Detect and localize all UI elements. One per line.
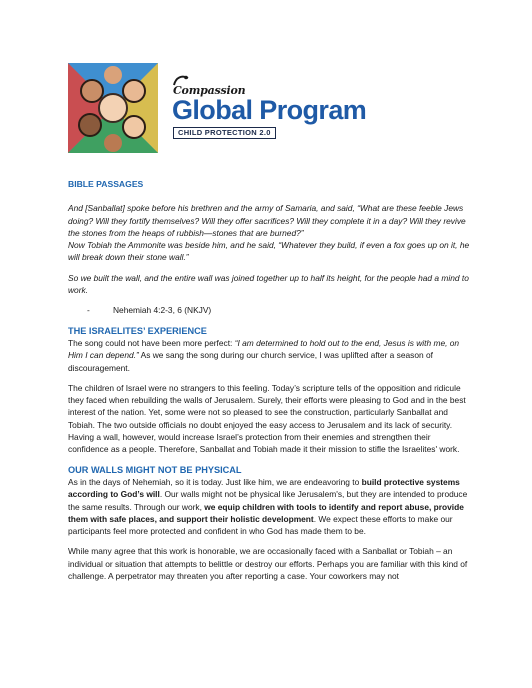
bold-emphasis: we equip children with tools to identify and report abuse, provide them with safe places, and support their holistic development	[68, 501, 464, 524]
text-run: As in the days of Nehemiah, so it is today. Just like him, we are endeavoring to	[68, 476, 362, 487]
reference-dash: -	[87, 305, 90, 316]
bible-passages-heading: BIBLE PASSAGES	[68, 179, 144, 189]
bible-verse-2: Now Tobiah the Ammonite was beside him, and he said, “Whatever they build, if even a fox goes up on it, he will break down their stone wall.”	[68, 240, 470, 263]
reference-text: Nehemiah 4:2-3, 6 (NKJV)	[113, 305, 212, 316]
program-title: Global Program	[172, 95, 367, 125]
children-group-photo	[68, 63, 158, 153]
document-body	[68, 178, 473, 582]
bible-reference	[68, 304, 473, 316]
text-run: As we sang the song during our church service, I was uplifted after a season of discouragement.	[68, 350, 433, 373]
text-run: The song could not have been more perfect:	[68, 337, 235, 348]
bible-verse-1: And [Sanballat] spoke before his brethren and the army of Samaria, and said, “What are these feeble Jews doing? Will they fortify themselves? Will they offer sacrifices? Will they complete it in a day? Will they revive the stones from the heaps of rubbish—stones that are burned?”	[68, 203, 466, 238]
israelites-heading: THE ISRAELITES’ EXPERIENCE	[68, 325, 207, 336]
children-photo-art	[68, 63, 158, 153]
program-badge: CHILD PROTECTION 2.0	[173, 127, 276, 139]
text-run: . Our walls might not be physical like Jerusalem's, but they are intended to produce the same results. Through our work,	[68, 489, 468, 512]
song-quote: “I am determined to hold out to the end, Jesus is with me, on Him I can depend.”	[68, 337, 460, 361]
bible-verse-3: So we built the wall, and the entire wall was joined together up to half its height, for the people had a mind to work.	[68, 272, 469, 296]
walls-paragraph-2: While many agree that this work is honorable, we are occasionally faced with a Sanballat or Tobiah – an individual or situation that attempts to belittle or destroy our efforts. Perhaps you are familiar with this kind of challenge. A perpetrator may threaten you after reporting a case. Your coworkers may not	[68, 546, 468, 582]
israelites-paragraph-2: The children of Israel were no strangers to this feeling. Today’s scripture tells of the opposition and ridicule they faced when rebuilding the walls of Jerusalem. Surely, their efforts were pleasing to God and in the best interest of the nation. Yet, some were not so pleased to see the construction, particularly Sanballat and Tobiah. The two outside officials no doubt enjoyed the easy access to Jerusalem and its lack of security. Having a wall, however, would increase Israel’s protection from their enemies and strengthen their confidence as a people. Therefore, Sanballat and Tobiah made it their mission to stifle the Israelites' work.	[68, 382, 466, 455]
text-run: . We expect these efforts to make our participants feel more protected and confident in who God has made them to be.	[68, 513, 453, 537]
israelites-paragraph-1	[68, 337, 473, 374]
bold-emphasis: build protective systems according to God’s will	[68, 476, 460, 500]
walls-paragraph-1	[68, 476, 473, 537]
walls-heading: OUR WALLS MIGHT NOT BE PHYSICAL	[68, 464, 242, 475]
brand-name: Compassion	[173, 84, 246, 97]
